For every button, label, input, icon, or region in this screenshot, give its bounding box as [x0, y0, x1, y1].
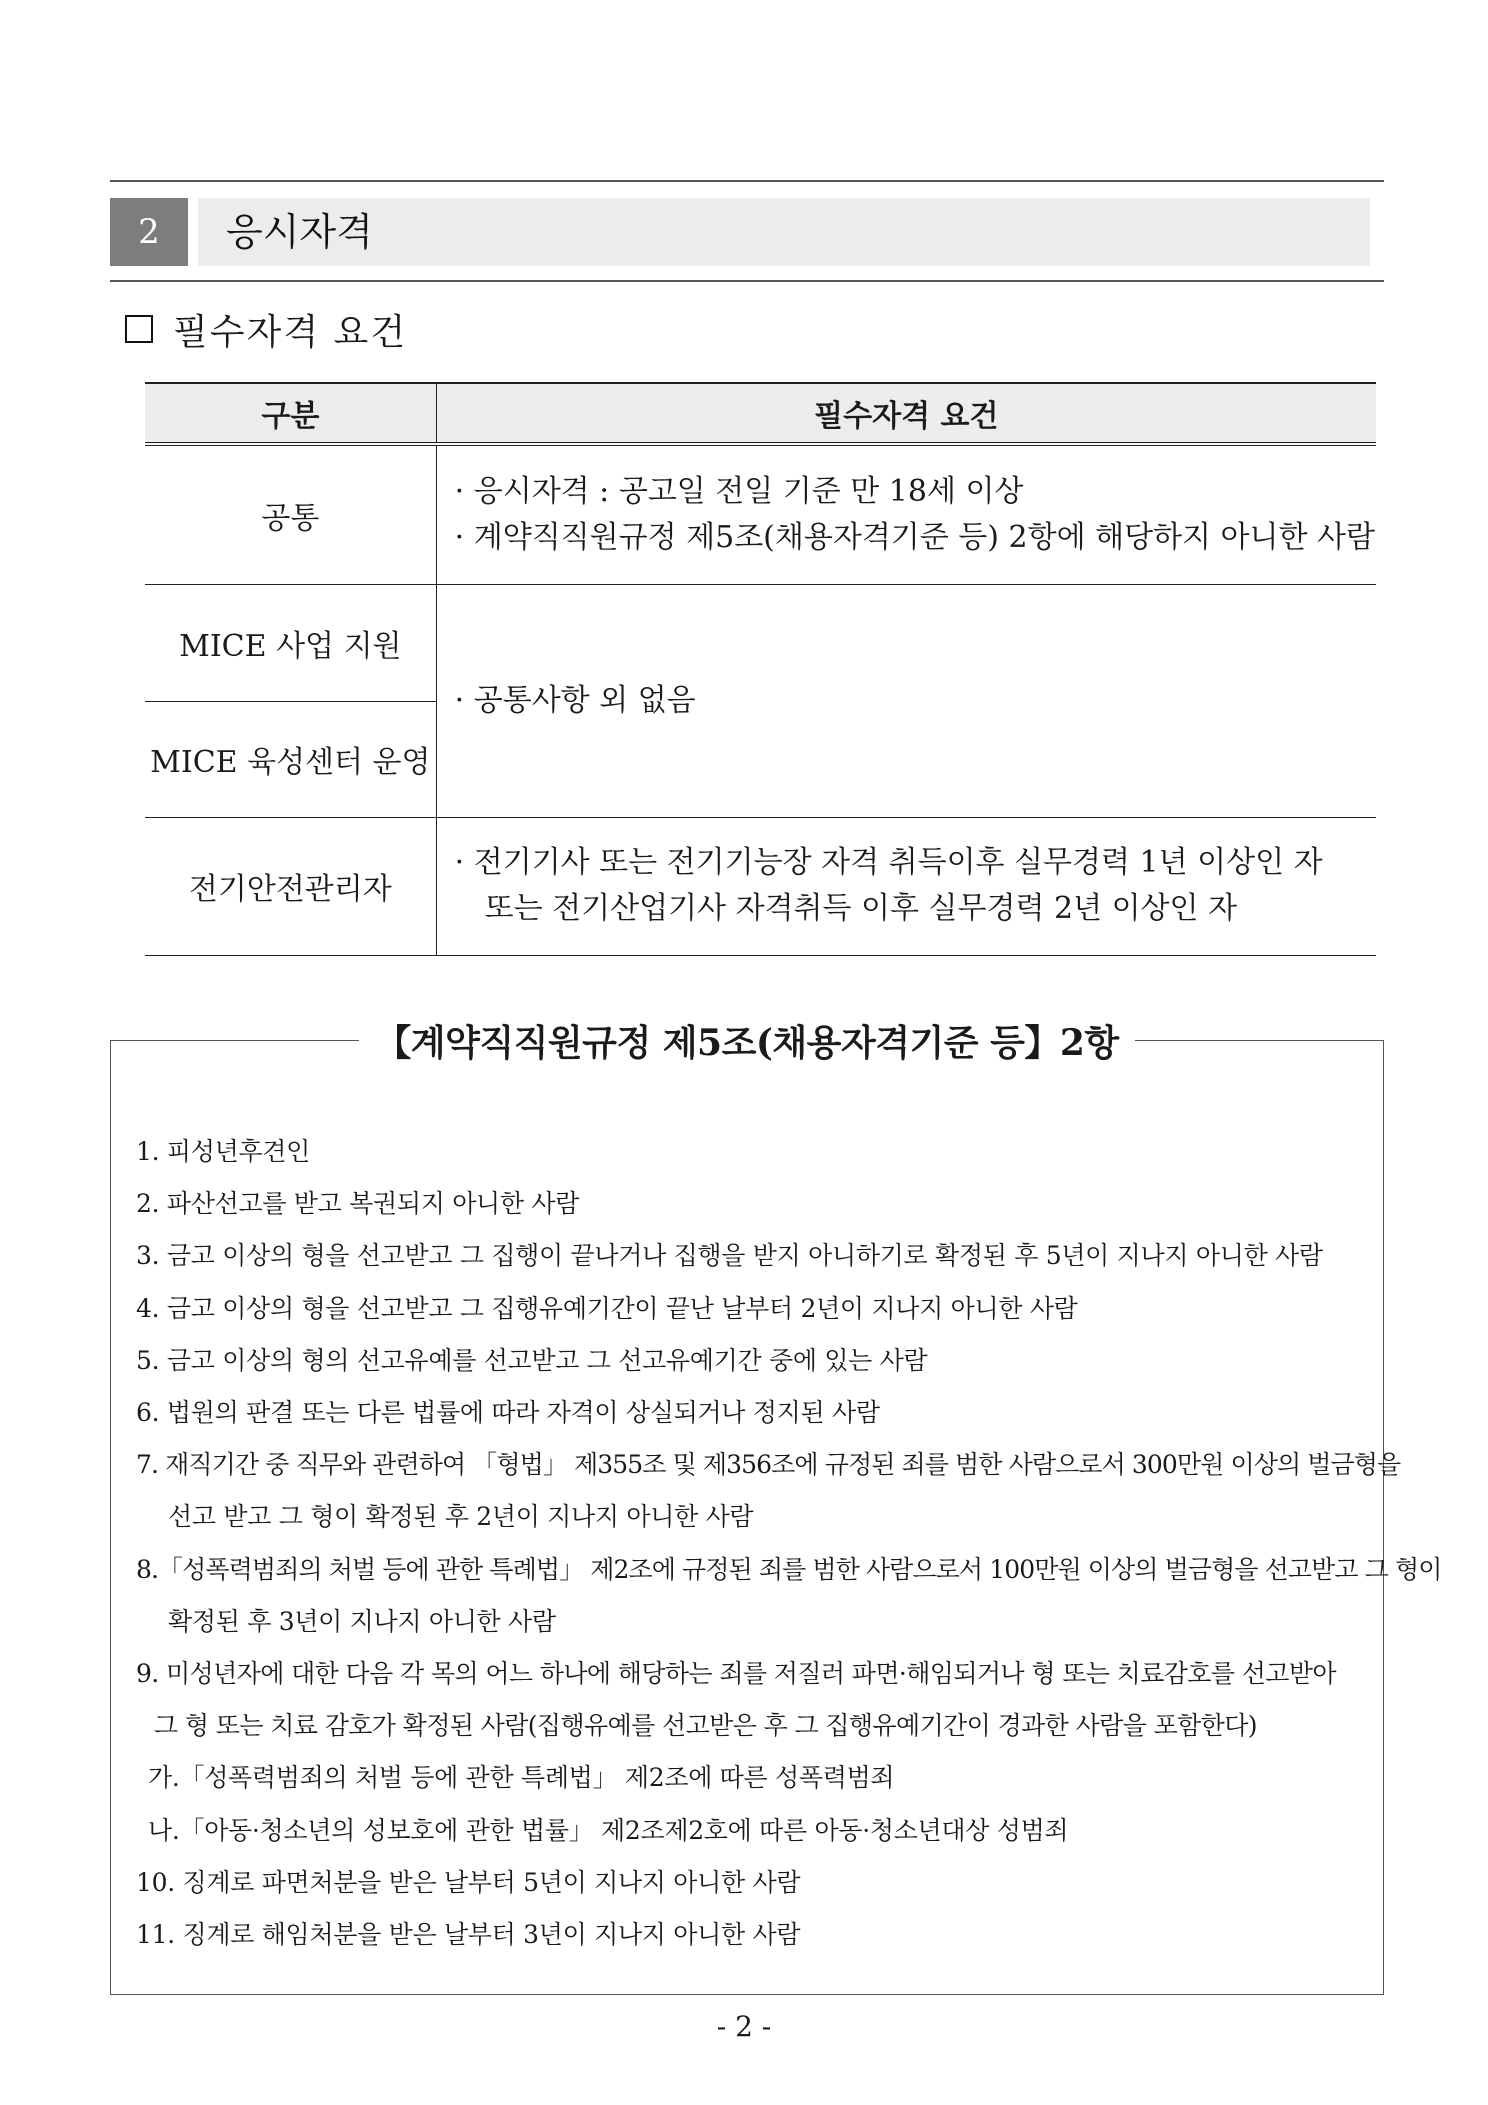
section-title-bar — [198, 198, 1370, 266]
regulation-box-title: 【계약직직원규정 제5조(채용자격기준 등】2항 — [359, 1022, 1134, 1064]
regulation-box — [110, 1022, 1442, 1995]
regulation-list — [136, 1126, 1442, 1961]
section-number: 2 — [110, 198, 188, 266]
checkbox-icon — [125, 315, 153, 343]
table-row — [145, 584, 1376, 701]
column-header-category: 구분 — [145, 383, 436, 444]
row-category: 공통 — [145, 444, 436, 584]
list-item: 3. 금고 이상의 형을 선고받고 그 집행이 끝나거나 집행을 받지 아니하기로 확정된 후 5년이 지나지 아니한 사람 — [136, 1241, 1323, 1271]
list-item: 9. 미성년자에 대한 다음 각 목의 어느 하나에 해당하는 죄를 저질러 파면·해임되거나 형 또는 치료감호를 선고받아 — [136, 1659, 1336, 1689]
list-item: 6. 법원의 판결 또는 다른 법률에 따라 자격이 상실되거나 정지된 사람 — [136, 1398, 880, 1428]
section-title: 응시자격 — [226, 210, 373, 254]
list-item: 4. 금고 이상의 형을 선고받고 그 집행유예기간이 끝난 날부터 2년이 지나지 아니한 사람 — [136, 1293, 1078, 1323]
list-item: 11. 징계로 해임처분을 받은 날부터 3년이 지나지 아니한 사람 — [136, 1920, 801, 1950]
table-header-row — [145, 383, 1376, 444]
row-category: 전기안전관리자 — [145, 817, 436, 955]
requirement-line: 또는 전기산업기사 자격취득 이후 실무경력 2년 이상인 자 — [484, 891, 1238, 926]
table-row — [145, 444, 1376, 584]
list-item: 2. 파산선고를 받고 복권되지 아니한 사람 — [136, 1189, 580, 1219]
list-item: 5. 금고 이상의 형의 선고유예를 선고받고 그 선고유예기간 중에 있는 사람 — [136, 1345, 928, 1375]
row-category: MICE 사업 지원 — [145, 584, 436, 701]
list-item: 1. 피성년후견인 — [136, 1137, 310, 1166]
row-requirement — [436, 444, 1376, 584]
requirement-line: · 응시자격 : 공고일 전일 기준 만 18세 이상 — [454, 473, 1024, 509]
list-item: 8.「성폭력범죄의 처벌 등에 관한 특례법」 제2조에 규정된 죄를 범한 사람으로서 100만원 이상의 벌금형을 선고받고 그 형이 — [136, 1554, 1442, 1584]
list-subitem: 나.「아동·청소년의 성보호에 관한 법률」 제2조제2호에 따른 아동·청소년대상 성범죄 — [148, 1815, 1069, 1845]
list-item-continuation: 선고 받고 그 형이 확정된 후 2년이 지나지 아니한 사람 — [168, 1502, 754, 1532]
row-category: MICE 육성센터 운영 — [145, 701, 436, 817]
list-item: 10. 징계로 파면처분을 받은 날부터 5년이 지나지 아니한 사람 — [136, 1867, 801, 1897]
requirement-line: · 공통사항 외 없음 — [454, 682, 696, 718]
list-item-continuation: 확정된 후 3년이 지나지 아니한 사람 — [168, 1606, 556, 1636]
row-requirement — [436, 817, 1376, 955]
list-item: 7. 재직기간 중 직무와 관련하여 「형법」 제355조 및 제356조에 규정된 죄를 범한 사람으로서 300만원 이상의 벌금형을 — [136, 1450, 1401, 1480]
regulation-box-title-wrap — [111, 1015, 1383, 1066]
section-top-rule — [110, 180, 1384, 182]
column-header-requirement: 필수자격 요건 — [436, 383, 1376, 444]
page-number: - 2 - — [716, 2010, 772, 2043]
subheading-text: 필수자격 요건 — [173, 311, 408, 353]
subheading — [125, 305, 407, 353]
row-requirement-merged — [436, 584, 1376, 817]
list-item-continuation: 그 형 또는 치료 감호가 확정된 사람(집행유예를 선고받은 후 그 집행유예기간이 경과한 사람을 포함한다) — [154, 1711, 1257, 1741]
table-row — [145, 817, 1376, 955]
requirement-line: · 계약직직원규정 제5조(채용자격기준 등) 2항에 해당하지 아니한 사람 — [454, 519, 1375, 555]
requirements-table — [145, 382, 1376, 956]
requirement-line: · 전기기사 또는 전기기능장 자격 취득이후 실무경력 1년 이상인 자 — [454, 845, 1323, 880]
list-subitem: 가.「성폭력범죄의 처벌 등에 관한 특례법」 제2조에 따른 성폭력범죄 — [148, 1763, 895, 1793]
section-bottom-rule — [110, 280, 1384, 282]
